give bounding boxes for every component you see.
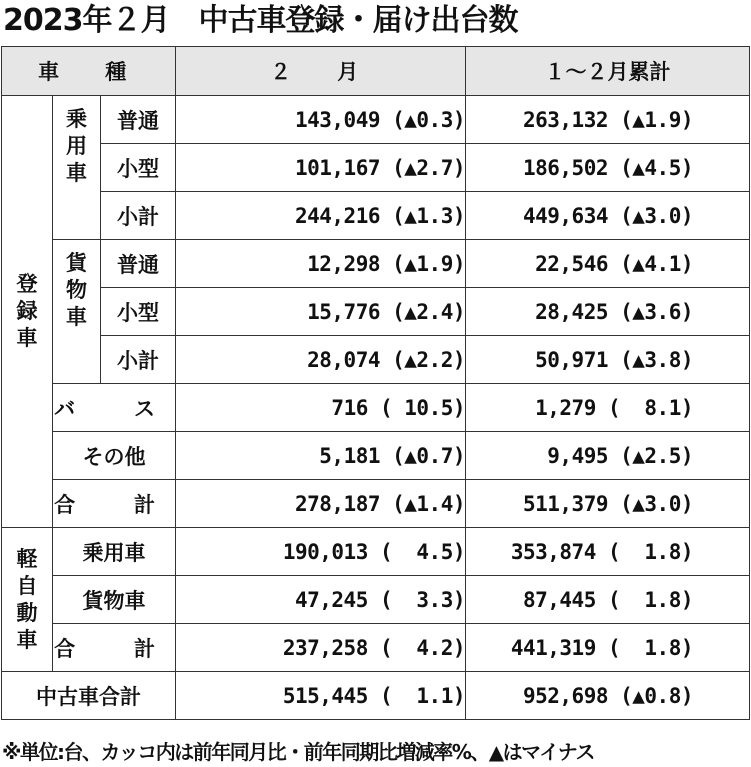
group-label-kei: 軽自動車 bbox=[2, 528, 53, 672]
header-row bbox=[2, 47, 750, 96]
row-label: 合 計 bbox=[53, 480, 176, 528]
group-label-registered: 登録車 bbox=[2, 96, 53, 528]
header-cumulative: １～２月累計 bbox=[466, 47, 750, 96]
month-value: 5,181 (▲0.7) bbox=[176, 432, 466, 480]
cumulative-value: 1,279 ( 8.1) bbox=[466, 384, 750, 432]
row-label: 小計 bbox=[101, 336, 176, 384]
month-value: 47,245 ( 3.3) bbox=[176, 576, 466, 624]
cumulative-value: 186,502 (▲4.5) bbox=[466, 144, 750, 192]
table-row bbox=[2, 576, 750, 624]
cumulative-value: 22,546 (▲4.1) bbox=[466, 240, 750, 288]
cumulative-value: 263,132 (▲1.9) bbox=[466, 96, 750, 144]
cumulative-value: 449,634 (▲3.0) bbox=[466, 192, 750, 240]
table-row bbox=[2, 96, 750, 144]
month-value: 15,776 (▲2.4) bbox=[176, 288, 466, 336]
month-value: 12,298 (▲1.9) bbox=[176, 240, 466, 288]
month-value: 278,187 (▲1.4) bbox=[176, 480, 466, 528]
page-title: 2023年２月 中古車登録・届け出台数 bbox=[3, 3, 518, 38]
row-label: 乗用車 bbox=[53, 528, 176, 576]
row-label: 小型 bbox=[101, 288, 176, 336]
month-value: 143,049 (▲0.3) bbox=[176, 96, 466, 144]
used-car-registration-table bbox=[1, 46, 750, 720]
row-label: 小計 bbox=[101, 192, 176, 240]
group-label-passenger: 乗用車 bbox=[53, 96, 101, 240]
cumulative-value: 50,971 (▲3.8) bbox=[466, 336, 750, 384]
table-row bbox=[2, 384, 750, 432]
cumulative-value: 28,425 (▲3.6) bbox=[466, 288, 750, 336]
table-row bbox=[2, 240, 750, 288]
row-label: 普通 bbox=[101, 96, 176, 144]
row-label: 普通 bbox=[101, 240, 176, 288]
cumulative-value: 952,698 (▲0.8) bbox=[466, 672, 750, 720]
table-row bbox=[2, 480, 750, 528]
table-row bbox=[2, 432, 750, 480]
header-month: ２ 月 bbox=[176, 47, 466, 96]
month-value: 515,445 ( 1.1) bbox=[176, 672, 466, 720]
row-label: その他 bbox=[53, 432, 176, 480]
table-row bbox=[2, 672, 750, 720]
table-row bbox=[2, 336, 750, 384]
table-row bbox=[2, 144, 750, 192]
row-label: 合 計 bbox=[53, 624, 176, 672]
cumulative-value: 9,495 (▲2.5) bbox=[466, 432, 750, 480]
cumulative-value: 353,874 ( 1.8) bbox=[466, 528, 750, 576]
cumulative-value: 87,445 ( 1.8) bbox=[466, 576, 750, 624]
row-label: バ ス bbox=[53, 384, 176, 432]
cumulative-value: 511,379 (▲3.0) bbox=[466, 480, 750, 528]
table-row bbox=[2, 528, 750, 576]
table-row bbox=[2, 192, 750, 240]
month-value: 190,013 ( 4.5) bbox=[176, 528, 466, 576]
month-value: 244,216 (▲1.3) bbox=[176, 192, 466, 240]
row-label-grand-total: 中古車合計 bbox=[2, 672, 176, 720]
month-value: 237,258 ( 4.2) bbox=[176, 624, 466, 672]
row-label: 貨物車 bbox=[53, 576, 176, 624]
cumulative-value: 441,319 ( 1.8) bbox=[466, 624, 750, 672]
month-value: 28,074 (▲2.2) bbox=[176, 336, 466, 384]
table-row bbox=[2, 288, 750, 336]
footnote: ※単位:台、カッコ内は前年同月比・前年同期比増減率%、▲はマイナス bbox=[2, 740, 594, 764]
month-value: 101,167 (▲2.7) bbox=[176, 144, 466, 192]
header-category: 車 種 bbox=[2, 47, 176, 96]
row-label: 小型 bbox=[101, 144, 176, 192]
group-label-cargo: 貨物車 bbox=[53, 240, 101, 384]
month-value: 716 ( 10.5) bbox=[176, 384, 466, 432]
table-row bbox=[2, 624, 750, 672]
